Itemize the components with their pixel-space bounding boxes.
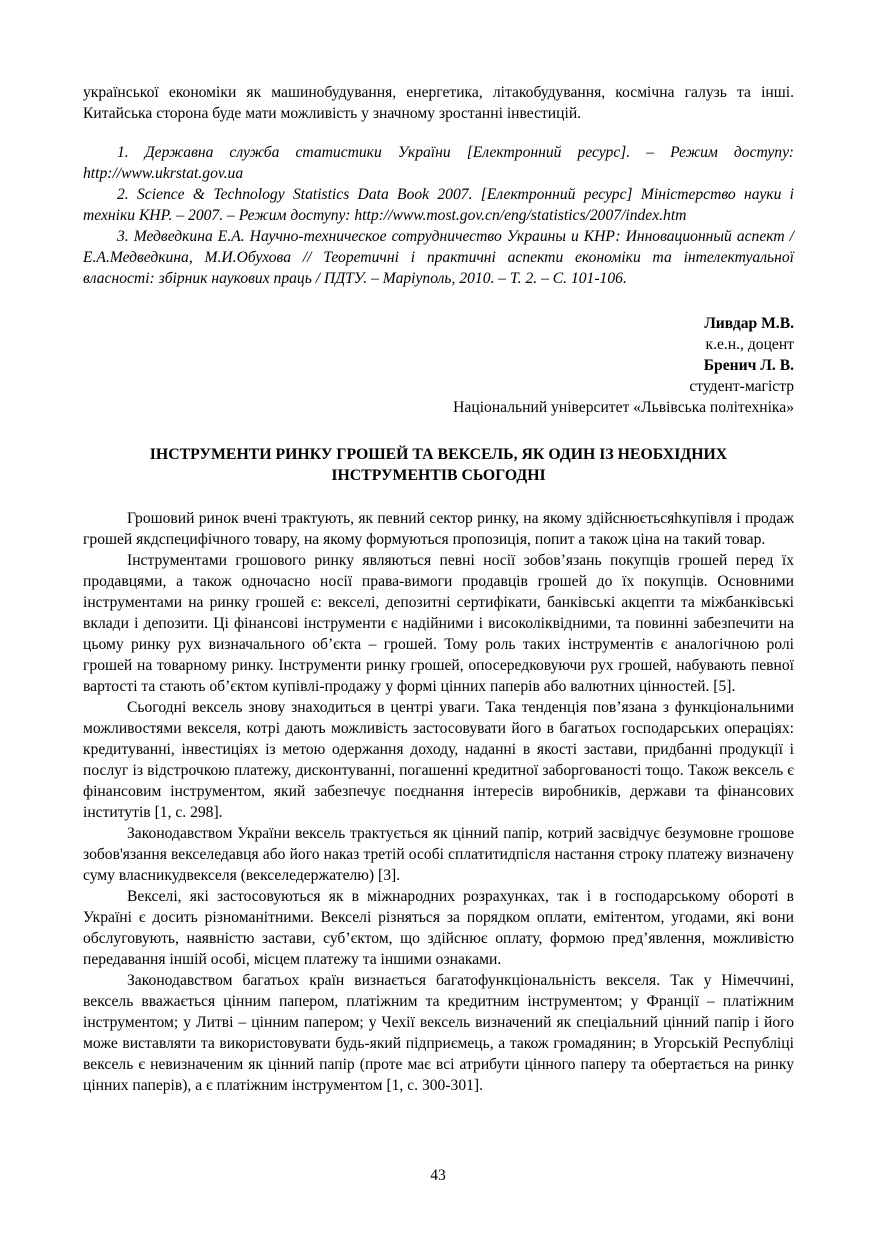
references-list — [83, 142, 794, 289]
body-paragraph: Векселі, які застосовуються як в міжнародних розрахунках, так і в господарському обороті в Україні є досить різноманітними. Векселі різняться за порядком оплати, емітентом, угодами, які вони обслуговують, наявністю застави, суб’єктом, що здійснює оплату, формою пред’явлення, можливістю передавання іншій особі, місцем платежу та іншими ознаками. — [83, 888, 794, 968]
body-paragraph: Законодавством багатьох країн визнається багатофункціональність векселя. Так у Німеччині, вексель вважається цінним папером, платіжним та кредитним інструментом; у Франції – платіжним інструментом; у Литві – цінним папером; у Чехії вексель визначений як спеціальний цінний папір і його може виставляти та використовувати будь-який підприємець, а також громадянин; в Угорській Республіці вексель є невизначеним як цінний папір (проте має всі атрибути цінного паперу та обертається на ринку цінних паперів), а є платіжним інструментом [1, с. 300-301]. — [83, 972, 794, 1094]
authors-block — [83, 313, 794, 418]
reference-item: 3. Медведкина Е.А. Научно-техническое сотрудничество Украины и КНР: Инновационный аспект / Е.А.Медведкина, М.И.Обухова // Теоретичні і практичні аспекти економіки та інтелектуальної власності: збірник наукових праць / ПДТУ. – Маріуполь, 2010. – Т. 2. – С. 101-106. — [83, 228, 794, 287]
body-paragraph: Грошовий ринок вчені трактують, як певний сектор ринку, на якому здійснюєтьсяhкупівля і продаж грошей якдспецифічного товару, на якому формуються пропозиція, попит а також ціна на такий товар. — [83, 510, 794, 548]
body-paragraph: Інструментами грошового ринку являються певні носії зобов’язань покупців грошей перед їх продавцями, а також одночасно носії права-вимоги продавців грошей до їх покупців. Основними інструментами на ринку грошей є: векселі, депозитні сертифікати, банківські акцепти та міжбанківські вклади і депозити. Ці фінансові інструменти є надійними і високоліквідними, та повинні забезпечити на цьому ринку рух визначального об’єкта – грошей. Тому роль таких інструментів є аналогічною ролі грошей на товарному ринку. Інструменти ринку грошей, опосередковуючи рух грошей, набувають певної вартості та стають об’єктом купівлі-продажу у формі цінних паперів або валютних цінностей. [5]. — [83, 552, 794, 695]
article-body — [83, 508, 794, 1096]
page-number: 43 — [430, 1167, 446, 1184]
article-title: ІНСТРУМЕНТИ РИНКУ ГРОШЕЙ ТА ВЕКСЕЛЬ, ЯК ОДИН ІЗ НЕОБХІДНИХ ІНСТРУМЕНТІВ СЬОГОДНІ — [149, 446, 728, 484]
author-title: к.е.н., доцент — [705, 336, 794, 353]
author-name: Ливдар М.В. — [704, 315, 794, 332]
reference-item: 2. Science & Technology Statistics Data Book 2007. [Електронний ресурс] Міністерство науки і техніки КНР. – 2007. – Режим доступу: http://www.most.gov.cn/eng/statistics/2007/index.htm — [83, 186, 794, 224]
intro-paragraph: української економіки як машинобудування, енергетика, літакобудування, космічна галузь та інші. Китайська сторона буде мати можливість у значному зростанні інвестицій. — [83, 84, 794, 122]
body-paragraph: Законодавством України вексель трактується як цінний папір, котрий засвідчує безумовне грошове зобов'язання векселедавця або його наказ третій особі сплатитидпісля настання строку платежу визначену суму власникудвекселя (векселедержателю) [3]. — [83, 825, 794, 884]
body-paragraph: Сьогодні вексель знову знаходиться в центрі уваги. Така тенденція пов’язана з функціональними можливостями векселя, котрі дають можливість застосовувати його в багатьох господарських операціях: кредитуванні, інвестиціях із метою одержання доходу, наданні в якості застави, придбанні продукції і послуг із відстрочкою платежу, дисконтуванні, погашенні кредитної заборгованості тощо. Також вексель є фінансовим інструментом, який забезпечує поєднання інтересів виробників, держави та фінансових інститутів [1, с. 298]. — [83, 699, 794, 821]
affiliation: Національний університет «Львівська політехніка» — [453, 399, 794, 416]
page-content — [83, 82, 794, 1096]
author-title: студент-магістр — [689, 378, 794, 395]
author-name: Бренич Л. В. — [703, 357, 794, 374]
reference-item: 1. Державна служба статистики України [Електронний ресурс]. – Режим доступу: http://www.ukrstat.gov.ua — [83, 144, 794, 182]
